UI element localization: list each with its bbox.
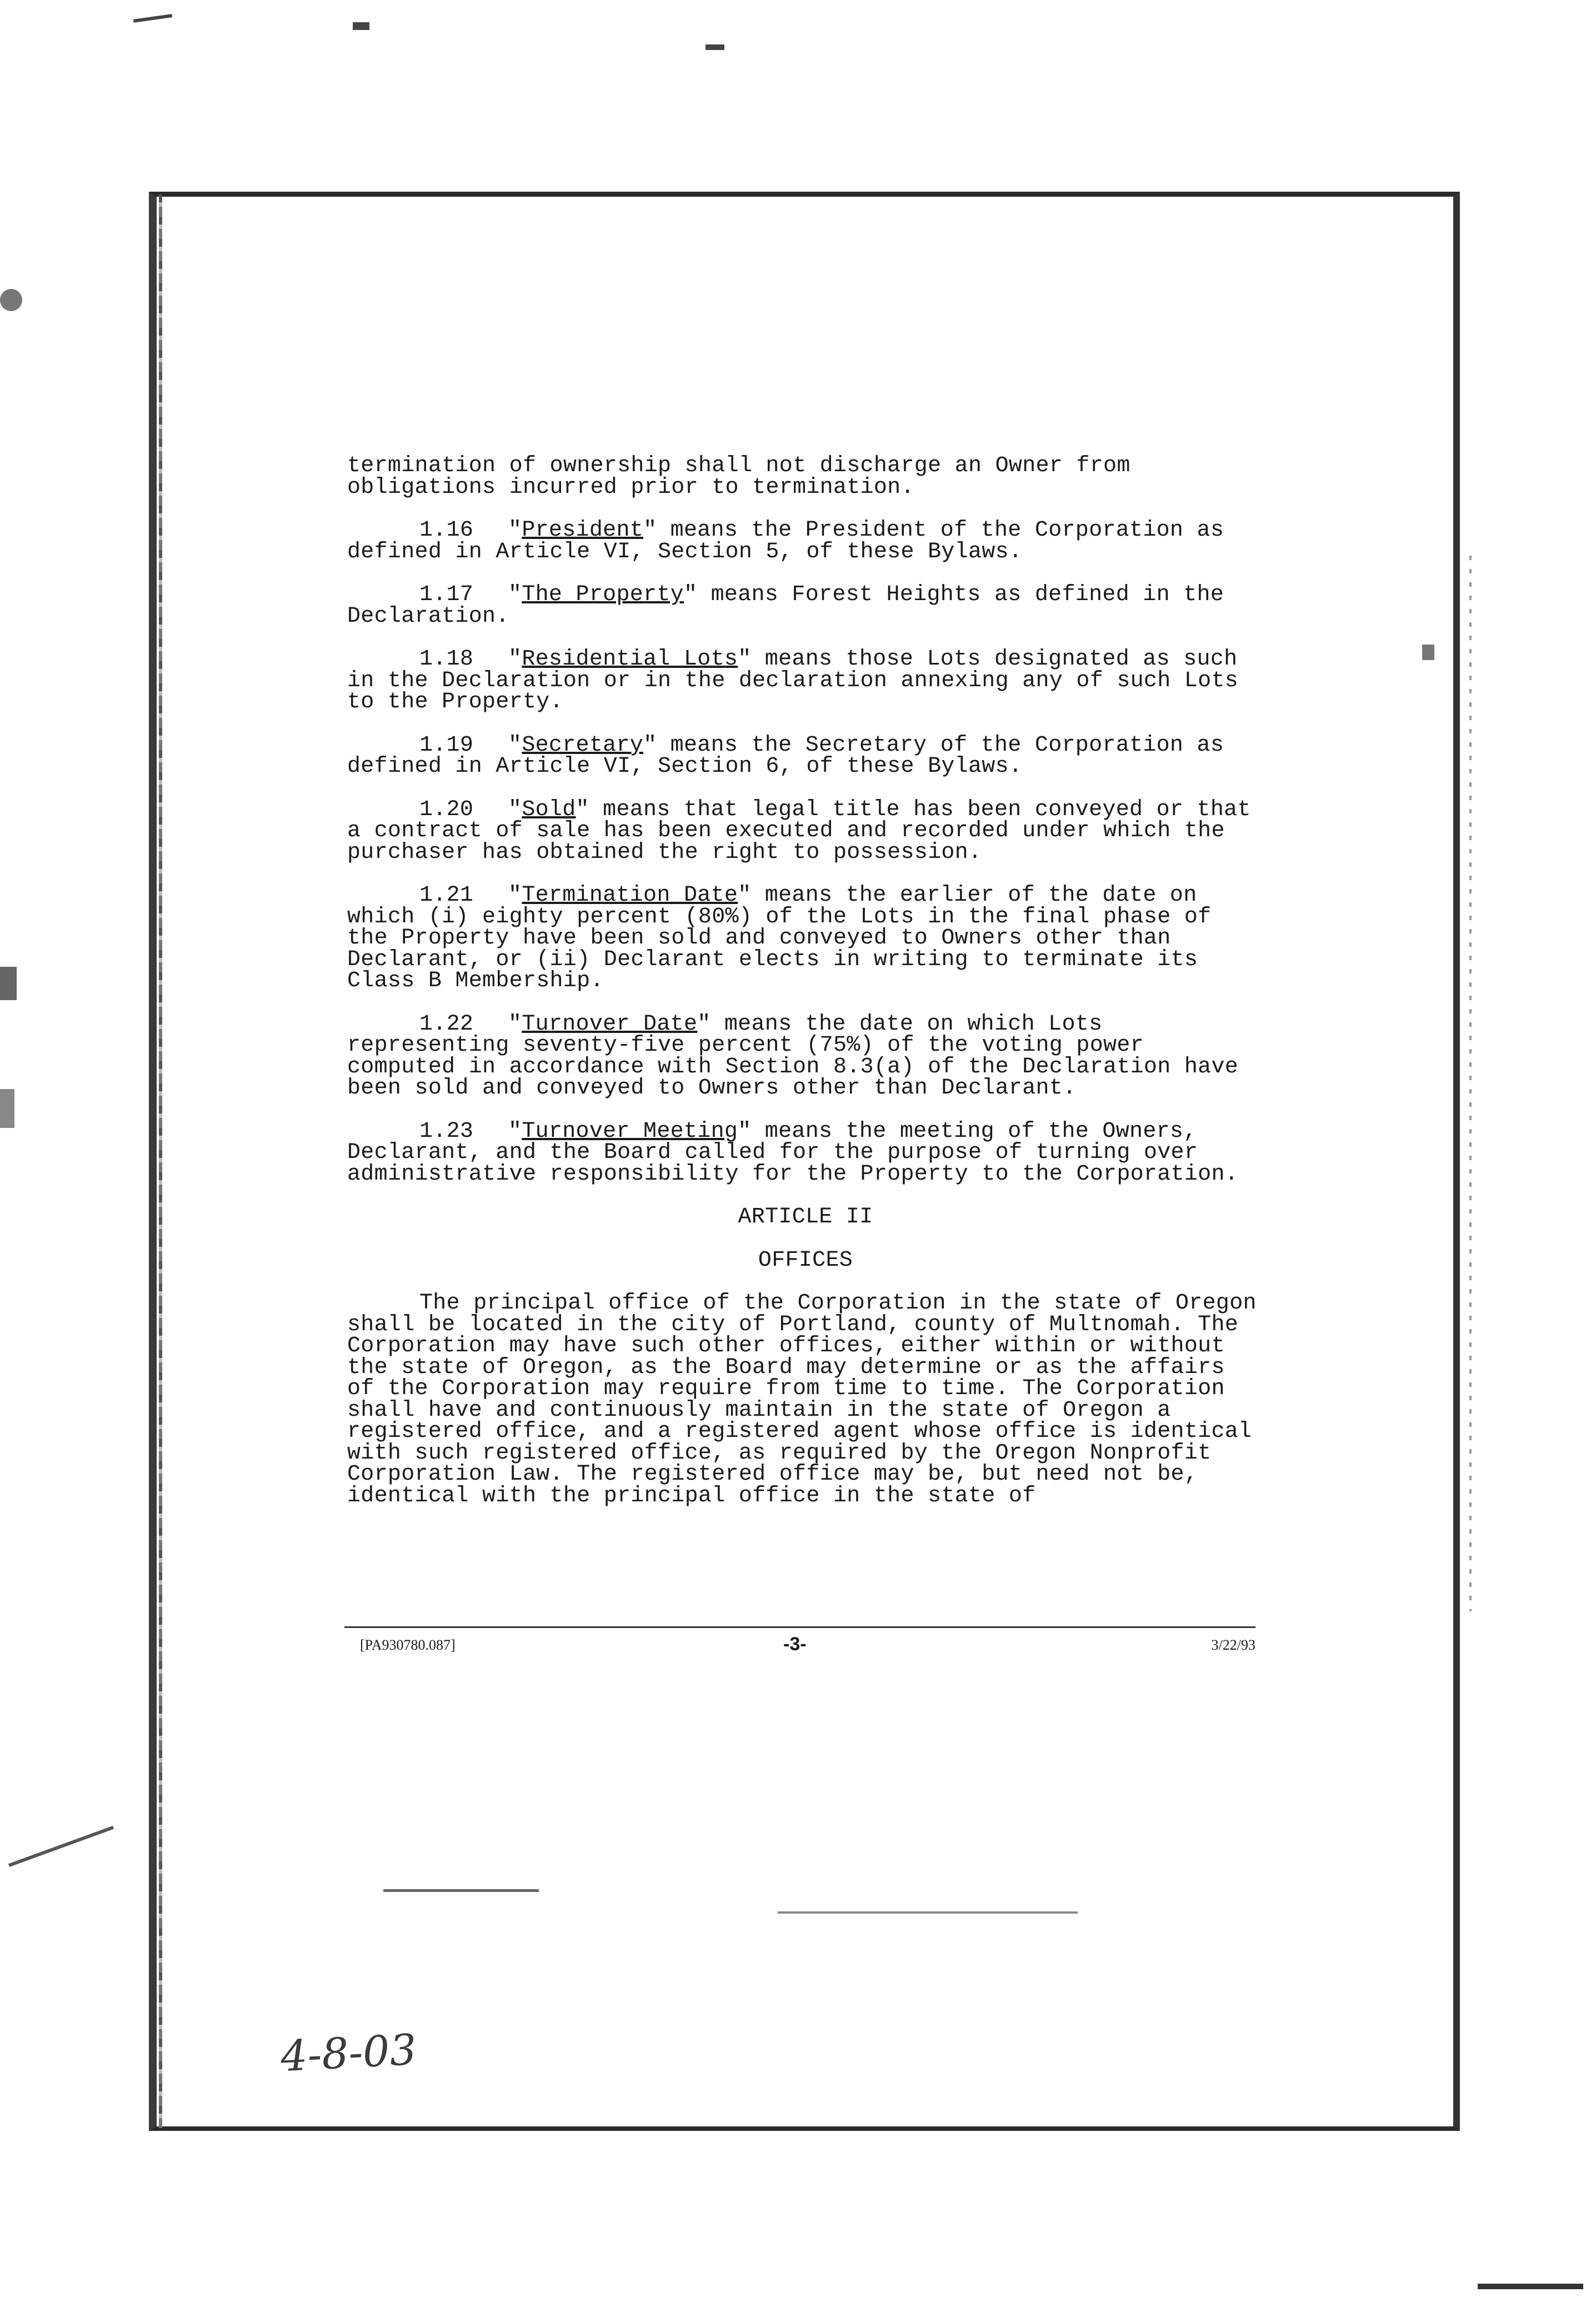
definition-term: Termination Date xyxy=(522,883,738,908)
definition-number: 1.21 xyxy=(419,883,474,908)
definition-number: 1.17 xyxy=(419,582,474,607)
definition-1-19: 1.19 "Secretary" means the Secretary of the Corporation as defined in Article VI, Section 6, of these Bylaws. xyxy=(347,732,1224,779)
definition-number: 1.23 xyxy=(419,1118,474,1144)
footer-rule xyxy=(344,1626,1255,1628)
footer-date: 3/22/93 xyxy=(1211,1637,1255,1653)
definition-text: means those Lots designated as such in the Declaration or in the declaration annexing any of such Lots to the Property. xyxy=(347,647,1239,715)
page-footer xyxy=(344,1635,1255,1657)
scan-mark xyxy=(706,44,724,50)
definition-term: Sold xyxy=(522,797,576,822)
page-number: -3- xyxy=(783,1634,807,1655)
definition-1-23: 1.23 "Turnover Meeting" means the meeting of the Owners, Declarant, and the Board called for the purpose of turning over administrative responsibility for the Property to the Corporation. xyxy=(347,1118,1239,1187)
scan-mark xyxy=(0,967,17,1000)
scan-mark xyxy=(1478,2284,1583,2289)
definition-1-20: 1.20 "Sold" means that legal title has been conveyed or that a contract of sale has been executed and recorded under which the purchaser has obtained the right to possession. xyxy=(347,797,1251,865)
definition-text: means the meeting of the Owners, Declarant, and the Board called for the purpose of turning over administrative responsibility for the Property to the Corporation. xyxy=(347,1118,1239,1187)
continuation-paragraph: termination of ownership shall not discharge an Owner from obligations incurred prior to termination. xyxy=(347,453,1130,500)
document-body xyxy=(347,453,1264,1529)
article-body xyxy=(347,1293,1264,1507)
definition-term: President xyxy=(522,518,644,543)
scan-mark xyxy=(383,1889,539,1892)
definition-term: Secretary xyxy=(522,732,644,758)
article-heading: ARTICLE II xyxy=(738,1205,873,1230)
scan-edge-left xyxy=(159,194,162,2128)
definition-text: means the earlier of the date on which (i) eighty percent (80%) of the Lots in the final phase of the Property have been sold and conveyed to Owners other than Declarant, or (ii) Declarant elects in writing to terminate its Class B Membership. xyxy=(347,883,1212,993)
definition-text: means Forest Heights as defined in the Declaration. xyxy=(347,582,1224,629)
definition-number: 1.16 xyxy=(419,518,474,543)
definition-term: Turnover Meeting xyxy=(522,1118,738,1144)
scan-mark xyxy=(1422,645,1434,660)
document-id: [PA930780.087] xyxy=(360,1637,456,1653)
scan-mark xyxy=(778,1911,1078,1914)
definition-1-22: 1.22 "Turnover Date" means the date on which Lots representing seventy-five percent (75%) of the voting power computed in accordance with Section 8.3(a) of the Declaration have been sold and conveyed to Owners other than Declarant. xyxy=(347,1011,1239,1101)
scan-mark xyxy=(133,14,172,23)
scan-mark xyxy=(0,1089,14,1128)
definition-1-18: 1.18 "Residential Lots" means those Lots designated as such in the Declaration or in the declaration annexing any of such Lots to the Property. xyxy=(347,647,1239,715)
definition-term: Residential Lots xyxy=(522,647,738,672)
definition-1-17: 1.17 "The Property" means Forest Heights as defined in the Declaration. xyxy=(347,582,1224,629)
scan-mark xyxy=(0,289,22,311)
definition-number: 1.20 xyxy=(419,797,474,822)
definition-text: means the President of the Corporation as defined in Article VI, Section 5, of these Bylaws. xyxy=(347,518,1224,565)
scan-mark xyxy=(353,22,369,30)
definition-number: 1.19 xyxy=(419,732,474,758)
scan-edge-right xyxy=(1469,556,1472,1611)
definition-1-16: 1.16 "President" means the President of the Corporation as defined in Article VI, Section 5, of these Bylaws. xyxy=(347,518,1224,565)
definition-text: means the Secretary of the Corporation as defined in Article VI, Section 6, of these Bylaws. xyxy=(347,732,1224,779)
definition-text: means the date on which Lots representing seventy-five percent (75%) of the voting power computed in accordance with Section 8.3(a) of the Declaration have been sold and conveyed to Owners other than Declarant. xyxy=(347,1011,1239,1101)
definition-text: means that legal title has been conveyed or that a contract of sale has been executed and recorded under which the purchaser has obtained the right to possession. xyxy=(347,797,1251,865)
definition-term: Turnover Date xyxy=(522,1011,698,1037)
definition-number: 1.22 xyxy=(419,1011,474,1037)
scan-mark xyxy=(8,1826,114,1867)
article-title: OFFICES xyxy=(758,1247,853,1273)
definition-number: 1.18 xyxy=(419,647,474,672)
article-body-text: The principal office of the Corporation in the state of Oregon shall be located in the city of Portland, county of Multnomah. The Corporation may have such other offices, either within or without the state of Oregon, as the Board may determine or as the affairs of the Corporation may require from time to time. The Corporation shall have and continuously maintain in the state of Oregon a registered office, and a registered agent whose office is identical with such registered office, as required by the Oregon Nonprofit Corporation Law. The registered office may be, but need not be, identical with the principal office in the state of xyxy=(347,1291,1257,1509)
definition-1-21: 1.21 "Termination Date" means the earlier of the date on which (i) eighty percent (80%) of the Lots in the final phase of the Property have been sold and conveyed to Owners other than Declarant, or (ii) Declarant elects in writing to terminate its Class B Membership. xyxy=(347,883,1212,993)
definition-term: The Property xyxy=(522,582,684,607)
handwritten-date: 4-8-03 xyxy=(279,2024,418,2081)
